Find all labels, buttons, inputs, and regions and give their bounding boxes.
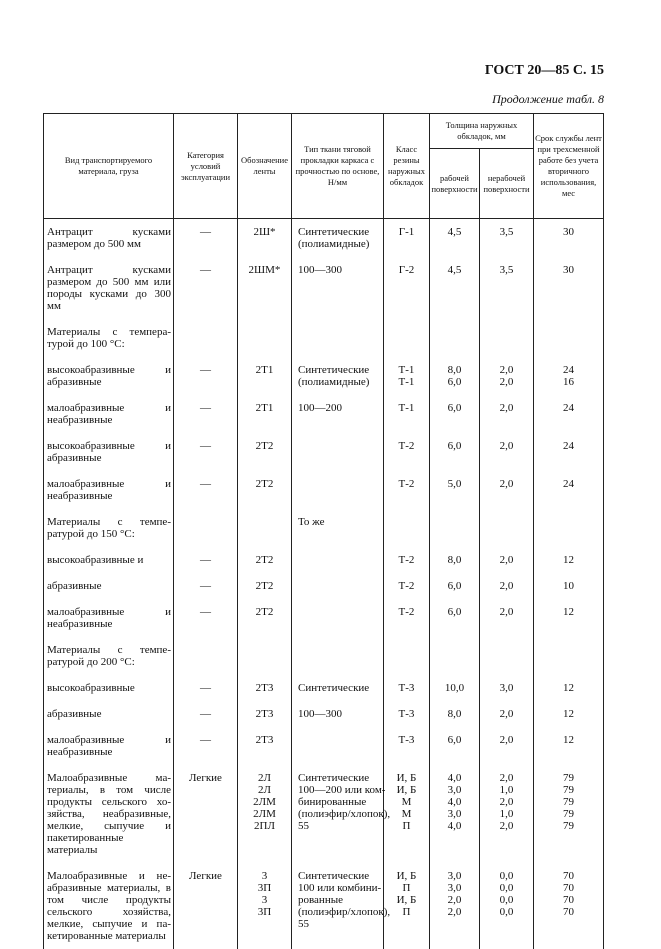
cell-life-line: 79 [538,772,599,784]
col-thickness: Толщина наружных обкладок, мм [430,114,534,149]
cell-designation [238,319,292,357]
cell-category [174,319,238,357]
cell-material: высокоабразивные [44,675,174,701]
cell-designation-line: 2Т2 [242,554,287,566]
cell-designation-line: 2Т1 [242,402,287,414]
cell-designation-line: 2Л [242,772,287,784]
table-row [44,471,604,509]
cell-rubber-line: П [388,906,425,918]
cell-nonworking-line: 2,0 [484,734,529,746]
cell-nonworking-line: 2,0 [484,478,529,490]
cell-rubber-line: П [388,820,425,832]
table-row [44,319,604,357]
cell-fabric [292,863,384,949]
cell-category: Легкие [174,765,238,863]
cell-designation-line: 2Т2 [242,606,287,618]
cell-life-line: 24 [538,478,599,490]
cell-fabric-line: 100—300 [298,708,379,720]
cell-working [430,319,480,357]
cell-category: — [174,547,238,573]
cell-fabric [292,395,384,433]
cell-working [430,573,480,599]
cell-nonworking [480,727,534,765]
cell-designation [238,637,292,675]
cell-life [534,675,604,701]
cell-nonworking [480,471,534,509]
table-continuation-label: Продолжение табл. 8 [492,92,604,107]
cell-fabric [292,257,384,319]
cell-working-line: 6,0 [434,440,475,452]
cell-category: — [174,395,238,433]
cell-nonworking-line: 2,0 [484,364,529,376]
cell-life [534,765,604,863]
cell-nonworking-line: 2,0 [484,376,529,388]
cell-designation-line: 2ЛМ [242,808,287,820]
cell-working-line: 6,0 [434,402,475,414]
table-row [44,701,604,727]
cell-working [430,701,480,727]
cell-rubber [384,573,430,599]
cell-fabric-line: 100—200 [298,402,379,414]
cell-rubber [384,765,430,863]
cell-material: малоабразивные и неабразивные [44,727,174,765]
cell-fabric [292,701,384,727]
cell-life-line: 10 [538,580,599,592]
cell-nonworking-line: 3,0 [484,682,529,694]
cell-designation [238,599,292,637]
cell-designation-line: 2Т2 [242,580,287,592]
cell-nonworking-line: 3,5 [484,264,529,276]
cell-material: высокоабразивные и [44,547,174,573]
cell-life [534,727,604,765]
cell-working-line: 6,0 [434,376,475,388]
cell-fabric [292,433,384,471]
cell-nonworking [480,257,534,319]
cell-material: Малоабразивные и неабразивные материалы, в том числе продукты сельского хозяйства, мелкие, сыпучие и пакетированные материалы [44,863,174,949]
cell-fabric [292,573,384,599]
cell-designation [238,257,292,319]
col-nonworking: нерабочей поверхности [480,149,534,219]
cell-designation-line: 2Ш* [242,226,287,238]
cell-designation-line: 3П [242,882,287,894]
cell-category: — [174,219,238,258]
cell-life [534,319,604,357]
cell-fabric [292,509,384,547]
cell-working [430,547,480,573]
cell-designation-line: 2Т3 [242,682,287,694]
cell-designation [238,727,292,765]
cell-life [534,219,604,258]
table-row [44,257,604,319]
cell-designation-line: 2Т3 [242,734,287,746]
cell-nonworking-line: 2,0 [484,606,529,618]
cell-designation-line: 2Т1 [242,364,287,376]
col-designation: Обозначение ленты [238,114,292,219]
cell-working [430,219,480,258]
cell-rubber [384,357,430,395]
cell-nonworking-line: 1,0 [484,808,529,820]
cell-life [534,573,604,599]
cell-working-line: 8,0 [434,554,475,566]
cell-category: — [174,471,238,509]
cell-rubber [384,219,430,258]
cell-nonworking [480,219,534,258]
cell-fabric [292,765,384,863]
col-working: рабочей поверхности [430,149,480,219]
cell-fabric [292,599,384,637]
cell-designation [238,765,292,863]
cell-life-line: 24 [538,364,599,376]
cell-rubber-line: Т-1 [388,402,425,414]
cell-nonworking [480,863,534,949]
cell-category: — [174,675,238,701]
cell-life-line: 70 [538,882,599,894]
cell-nonworking-line: 2,0 [484,820,529,832]
cell-material: Материалы с температурой до 100 °С: [44,319,174,357]
cell-fabric-line: Синтетические [298,226,379,238]
cell-working-line: 4,0 [434,796,475,808]
cell-life-line: 70 [538,906,599,918]
cell-life [534,547,604,573]
cell-designation [238,471,292,509]
belt-table [43,113,604,949]
cell-designation-line: 3 [242,894,287,906]
cell-material: малоабразивные и неабразивные [44,599,174,637]
cell-designation [238,547,292,573]
table-row [44,547,604,573]
cell-life-line: 24 [538,440,599,452]
cell-category: Легкие [174,863,238,949]
cell-category: — [174,433,238,471]
cell-category: — [174,701,238,727]
cell-rubber-line: Т-3 [388,708,425,720]
cell-life-line: 79 [538,784,599,796]
cell-rubber-line: Г-2 [388,264,425,276]
cell-working [430,471,480,509]
cell-rubber-line: И, Б [388,784,425,796]
cell-fabric [292,471,384,509]
cell-nonworking [480,319,534,357]
cell-rubber [384,471,430,509]
cell-working-line: 3,0 [434,784,475,796]
cell-rubber-line: П [388,882,425,894]
cell-rubber-line: И, Б [388,772,425,784]
cell-nonworking [480,547,534,573]
cell-working-line: 3,0 [434,808,475,820]
cell-designation-line: 3 [242,870,287,882]
cell-working [430,675,480,701]
cell-material: высокоабразивные и абразивные [44,433,174,471]
table-row [44,599,604,637]
cell-life-line: 24 [538,402,599,414]
col-category: Категория условий эксплуатации [174,114,238,219]
cell-material: Материалы с температурой до 200 °С: [44,637,174,675]
cell-designation-line: 3П [242,906,287,918]
cell-material: малоабразивные и неабразивные [44,471,174,509]
cell-category [174,637,238,675]
table-row [44,395,604,433]
cell-life [534,509,604,547]
cell-life-line: 30 [538,226,599,238]
table-row [44,727,604,765]
cell-designation-line: 2Л [242,784,287,796]
cell-fabric [292,675,384,701]
cell-nonworking-line: 0,0 [484,906,529,918]
cell-fabric-line: 55 [298,918,379,930]
cell-designation-line: 2ШМ* [242,264,287,276]
cell-designation [238,509,292,547]
cell-rubber [384,257,430,319]
cell-working [430,395,480,433]
cell-designation [238,357,292,395]
cell-nonworking-line: 2,0 [484,580,529,592]
cell-designation [238,395,292,433]
cell-life-line: 12 [538,606,599,618]
table-row [44,433,604,471]
col-fabric: Тип ткани тяговой прокладки каркаса с прочностью по основе, Н/мм [292,114,384,219]
cell-fabric-line: (полиэфир/хлопок), [298,906,379,918]
col-material: Вид транспортируемого материала, груза [44,114,174,219]
cell-rubber-line: Т-2 [388,478,425,490]
cell-rubber-line: Т-2 [388,440,425,452]
cell-fabric [292,547,384,573]
cell-nonworking-line: 2,0 [484,708,529,720]
cell-material: абразивные [44,701,174,727]
cell-designation [238,573,292,599]
cell-rubber-line: И, Б [388,870,425,882]
cell-nonworking [480,357,534,395]
cell-fabric [292,727,384,765]
cell-material: высокоабразивные и абразивные [44,357,174,395]
cell-working-line: 8,0 [434,364,475,376]
cell-rubber [384,433,430,471]
cell-working-line: 8,0 [434,708,475,720]
cell-fabric-line: (полиамидные) [298,238,379,250]
cell-rubber [384,547,430,573]
cell-working-line: 2,0 [434,906,475,918]
cell-working [430,509,480,547]
cell-material: Антрацит кусками размером до 500 мм [44,219,174,258]
cell-fabric [292,319,384,357]
cell-working-line: 4,5 [434,264,475,276]
cell-material: малоабразивные и неабразивные [44,395,174,433]
cell-working-line: 4,0 [434,820,475,832]
cell-nonworking-line: 2,0 [484,772,529,784]
cell-designation [238,219,292,258]
cell-fabric-line: Синтетические [298,682,379,694]
cell-working [430,863,480,949]
cell-fabric-line: (полиамидные) [298,376,379,388]
cell-material: Материалы с температурой до 150 °С: [44,509,174,547]
cell-working-line: 10,0 [434,682,475,694]
cell-nonworking [480,599,534,637]
cell-material: Малоабразивные материалы, в том числе продукты сельского хозяйства, неабразивные, мелкие, сыпучие и пакетированные материалы [44,765,174,863]
cell-designation [238,863,292,949]
cell-life [534,637,604,675]
cell-working [430,765,480,863]
cell-working-line: 3,0 [434,870,475,882]
cell-life [534,395,604,433]
cell-rubber-line: Т-3 [388,682,425,694]
cell-rubber [384,701,430,727]
cell-rubber-line: Г-1 [388,226,425,238]
cell-working [430,727,480,765]
cell-working-line: 5,0 [434,478,475,490]
cell-life-line: 12 [538,734,599,746]
cell-nonworking-line: 1,0 [484,784,529,796]
cell-working-line: 6,0 [434,734,475,746]
cell-fabric-line: 55 [298,820,379,832]
cell-life-line: 16 [538,376,599,388]
table-row [44,765,604,863]
cell-category [174,509,238,547]
cell-designation [238,675,292,701]
table-row [44,219,604,258]
cell-life [534,701,604,727]
table-row [44,357,604,395]
cell-designation-line: 2ПЛ [242,820,287,832]
cell-rubber-line: Т-2 [388,554,425,566]
page-header: ГОСТ 20—85 С. 15 [485,63,604,79]
cell-life-line: 30 [538,264,599,276]
cell-material: Антрацит кусками размером до 500 мм или породы кусками до 300 мм [44,257,174,319]
cell-working [430,637,480,675]
cell-rubber [384,863,430,949]
table-row [44,509,604,547]
col-life: Срок службы лент при трехсменной работе без учета вторичного использования, мес [534,114,604,219]
cell-category: — [174,357,238,395]
cell-rubber [384,319,430,357]
cell-designation-line: 2Т3 [242,708,287,720]
cell-designation-line: 2Т2 [242,478,287,490]
cell-designation-line: 2Т2 [242,440,287,452]
cell-rubber-line: Т-2 [388,606,425,618]
cell-life-line: 79 [538,796,599,808]
cell-rubber-line: Т-3 [388,734,425,746]
cell-category: — [174,727,238,765]
cell-rubber-line: Т-1 [388,376,425,388]
cell-nonworking [480,637,534,675]
cell-nonworking-line: 0,0 [484,870,529,882]
cell-life [534,471,604,509]
cell-fabric-line: То же [298,516,379,528]
cell-nonworking [480,765,534,863]
cell-category: — [174,257,238,319]
cell-category: — [174,573,238,599]
cell-working-line: 2,0 [434,894,475,906]
cell-rubber-line: Т-1 [388,364,425,376]
table-row [44,637,604,675]
cell-fabric-line: 100—200 или ком- [298,784,379,796]
cell-fabric [292,357,384,395]
cell-nonworking [480,675,534,701]
cell-working [430,433,480,471]
cell-life-line: 70 [538,894,599,906]
cell-nonworking-line: 2,0 [484,402,529,414]
cell-rubber-line: И, Б [388,894,425,906]
cell-nonworking [480,701,534,727]
cell-designation-line: 2ЛМ [242,796,287,808]
cell-nonworking-line: 3,5 [484,226,529,238]
cell-life [534,257,604,319]
cell-fabric [292,637,384,675]
cell-working-line: 6,0 [434,606,475,618]
cell-rubber-line: М [388,808,425,820]
table-row [44,573,604,599]
cell-nonworking [480,573,534,599]
cell-nonworking-line: 2,0 [484,440,529,452]
cell-fabric-line: 100—300 [298,264,379,276]
cell-rubber [384,509,430,547]
cell-rubber [384,727,430,765]
table-row [44,863,604,949]
cell-nonworking-line: 0,0 [484,882,529,894]
cell-nonworking-line: 2,0 [484,554,529,566]
cell-rubber [384,637,430,675]
cell-rubber [384,395,430,433]
cell-nonworking [480,509,534,547]
cell-fabric-line: рованные [298,894,379,906]
col-rubber: Класс резины наружных обкладок [384,114,430,219]
cell-life [534,433,604,471]
cell-working [430,257,480,319]
cell-life [534,863,604,949]
cell-nonworking [480,395,534,433]
cell-life-line: 12 [538,708,599,720]
cell-fabric-line: 100 или комбини- [298,882,379,894]
cell-working [430,599,480,637]
cell-designation [238,433,292,471]
cell-fabric [292,219,384,258]
cell-rubber-line: М [388,796,425,808]
cell-working-line: 4,5 [434,226,475,238]
cell-working-line: 4,0 [434,772,475,784]
cell-working [430,357,480,395]
cell-rubber [384,675,430,701]
cell-category: — [174,599,238,637]
cell-life-line: 79 [538,820,599,832]
cell-nonworking-line: 0,0 [484,894,529,906]
cell-fabric-line: бинированные [298,796,379,808]
cell-nonworking-line: 2,0 [484,796,529,808]
cell-life-line: 12 [538,682,599,694]
cell-material: абразивные [44,573,174,599]
cell-working-line: 3,0 [434,882,475,894]
cell-nonworking [480,433,534,471]
cell-life-line: 12 [538,554,599,566]
cell-rubber [384,599,430,637]
cell-designation [238,701,292,727]
cell-rubber-line: Т-2 [388,580,425,592]
cell-fabric-line: Синтетические [298,870,379,882]
cell-fabric-line: Синтетические [298,772,379,784]
cell-fabric-line: Синтетические [298,364,379,376]
cell-life [534,599,604,637]
table-body [44,219,604,949]
cell-working-line: 6,0 [434,580,475,592]
cell-life-line: 79 [538,808,599,820]
cell-fabric-line: (полиэфир/хлопок), [298,808,379,820]
cell-life [534,357,604,395]
cell-life-line: 70 [538,870,599,882]
table-row [44,675,604,701]
